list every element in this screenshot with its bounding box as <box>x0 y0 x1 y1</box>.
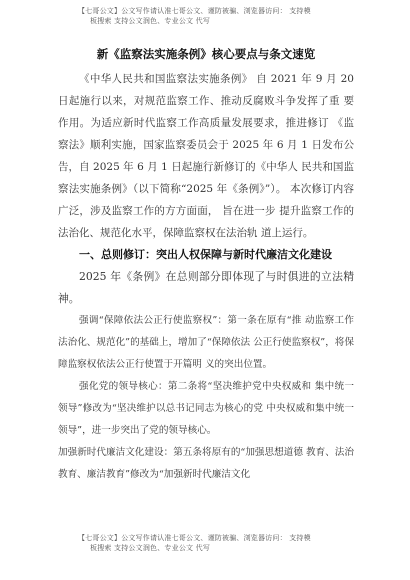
page-header-watermark <box>0 6 410 26</box>
header-line-2: 板搜索 支持公文润色、专业公文 代写 <box>90 17 211 25</box>
section-heading-1: 一、总则修订：突出人权保障与新时代廉洁文化建设 <box>79 248 332 261</box>
paragraph-intro: 《中华人民共和国监察法实施条例》 自 2021 年 9 月 20 日起施行以来，对规范监察工作、推动反腐败斗争发挥了重 要作用。为适应新时代监察工作高质量发展要求，推进修订 《监察法》顺利实施，国家监察委员会于 2025 年 6 月 1 日发布公告，自 2025 年 6 月 1 日起施行新修订的《中华人 民共和国监察法实施条例》（以下简称“2025 年《条例》”）。 本次修订内容广泛，涉及监察工作的方方面面， 旨在进一步 提升监察工作的法治化、规范化水平，保障监察权在法治轨 道上运行。 <box>58 73 354 239</box>
paragraph-4: 强化党的领导核心：第二条将“坚决维护党中央权威和 集中统一领导”修改为“坚决维护以总书记同志为核心的党 中央权威和集中统一领导”，进一步突出了党的领导核心。 <box>58 381 354 436</box>
page-footer-watermark <box>0 533 410 553</box>
paragraph-5: 加强新时代廉洁文化建设：第五条将原有的“加强思想道德 教育、法治教育、廉洁教育”修改为“加强新时代廉洁文化 <box>58 447 354 480</box>
header-line-1: 【七哥公文】公文写作请认准七哥公文、谨防被骗、浏览器访问： 支持模 <box>78 7 311 15</box>
document-body <box>58 44 354 486</box>
footer-line-1: 【七哥公文】公文写作请认准七哥公文、谨防被骗、浏览器访问： 支持模 <box>78 534 311 542</box>
document-title: 新《监察法实施条例》核心要点与条文速览 <box>96 47 316 61</box>
paragraph-3: 强调“保障依法公正行使监察权”：第一条在原有“推 动监察工作法治化、规范化”的基础上，增加了“保障依法 公正行使监察权”，将保障监察权依法公正行使置于开篇明 义的突出位置。 <box>58 315 354 370</box>
paragraph-2: 2025 年《条例》在总则部分即体现了与时俱进的立法精 神。 <box>58 270 354 305</box>
footer-line-2: 板搜索 支持公文润色、专业公文 代写 <box>90 544 211 552</box>
